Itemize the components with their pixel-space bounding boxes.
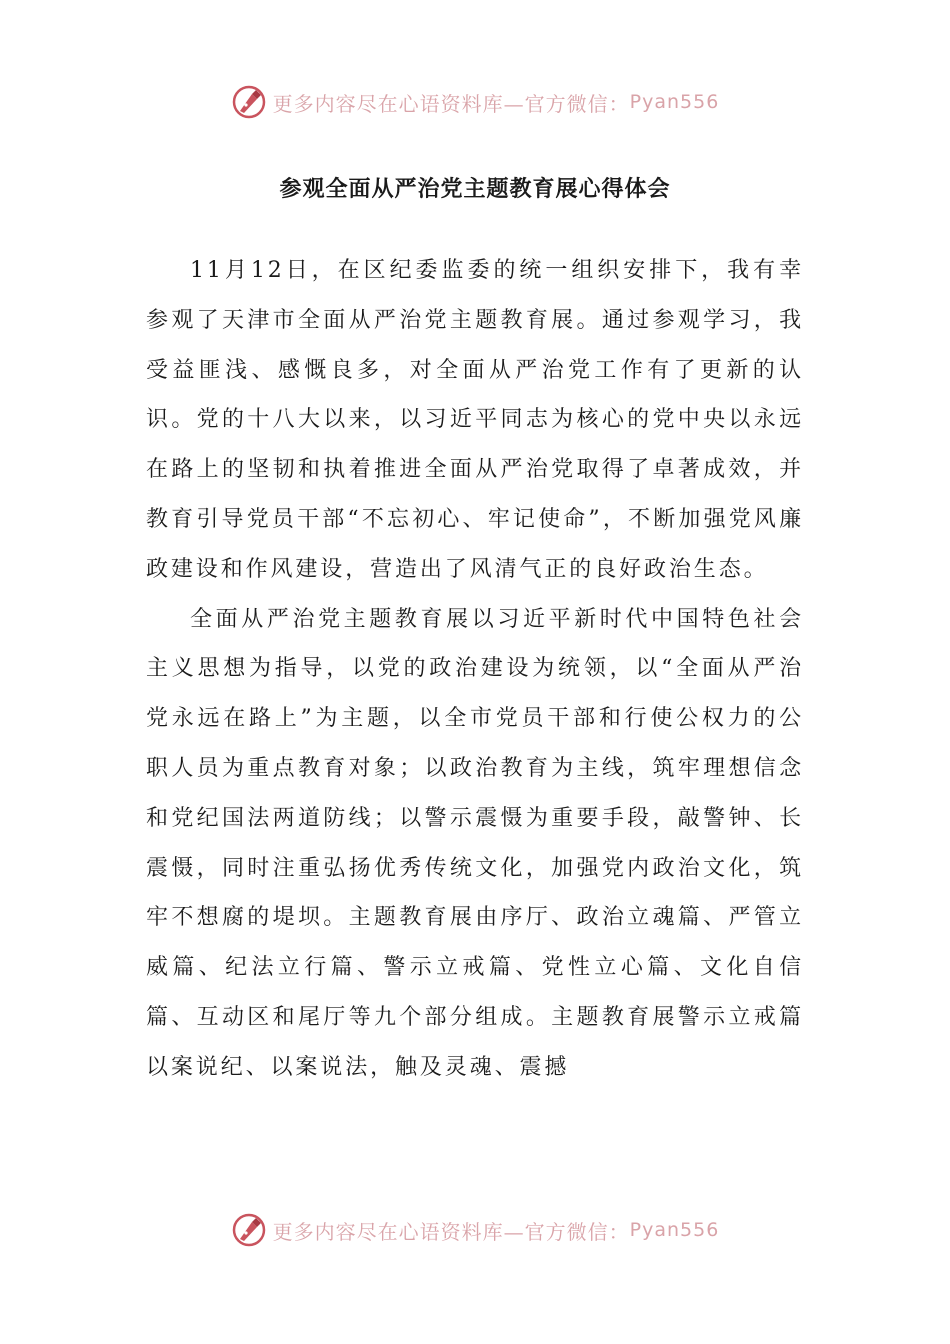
header-wechat-id: Pyan556	[629, 91, 720, 113]
header-watermark-text: 更多内容尽在心语资料库—官方微信：	[272, 91, 630, 116]
document-body	[146, 246, 804, 1093]
pen-nib-logo-icon	[231, 1212, 267, 1248]
paragraph-2: 全面从严治党主题教育展以习近平新时代中国特色社会主义思想为指导，以党的政治建设为统领，以“全面从严治党永远在路上”为主题，以全市党员干部和行使公权力的公职人员为重点教育对象；以政治教育为主线，筑牢理想信念和党纪国法两道防线；以警示震慑为重要手段，敲警钟、长震慑，同时注重弘扬优秀传统文化，加强党内政治文化，筑牢不想腐的堤坝。主题教育展由序厅、政治立魂篇、严管立威篇、纪法立行篇、警示立戒篇、党性立心篇、文化自信篇、互动区和尾厅等九个部分组成。主题教育展警示立戒篇以案说纪、以案说法，触及灵魂、震撼	[146, 606, 804, 1080]
document-title: 参观全面从严治党主题教育展心得体会	[279, 177, 671, 202]
pen-nib-logo-icon	[231, 84, 267, 120]
header-watermark	[0, 82, 950, 122]
footer-watermark	[0, 1210, 950, 1250]
paragraph-1: 11月12日，在区纪委监委的统一组织安排下，我有幸参观了天津市全面从严治党主题教育展。通过参观学习，我受益匪浅、感慨良多，对全面从严治党工作有了更新的认识。党的十八大以来，以习近平同志为核心的党中央以永远在路上的坚韧和执着推进全面从严治党取得了卓著成效，并教育引导党员干部“不忘初心、牢记使命”，不断加强党风廉政建设和作风建设，营造出了风清气正的良好政治生态。	[146, 258, 804, 582]
footer-wechat-id: Pyan556	[629, 1219, 720, 1241]
footer-watermark-text: 更多内容尽在心语资料库—官方微信：	[272, 1219, 630, 1244]
